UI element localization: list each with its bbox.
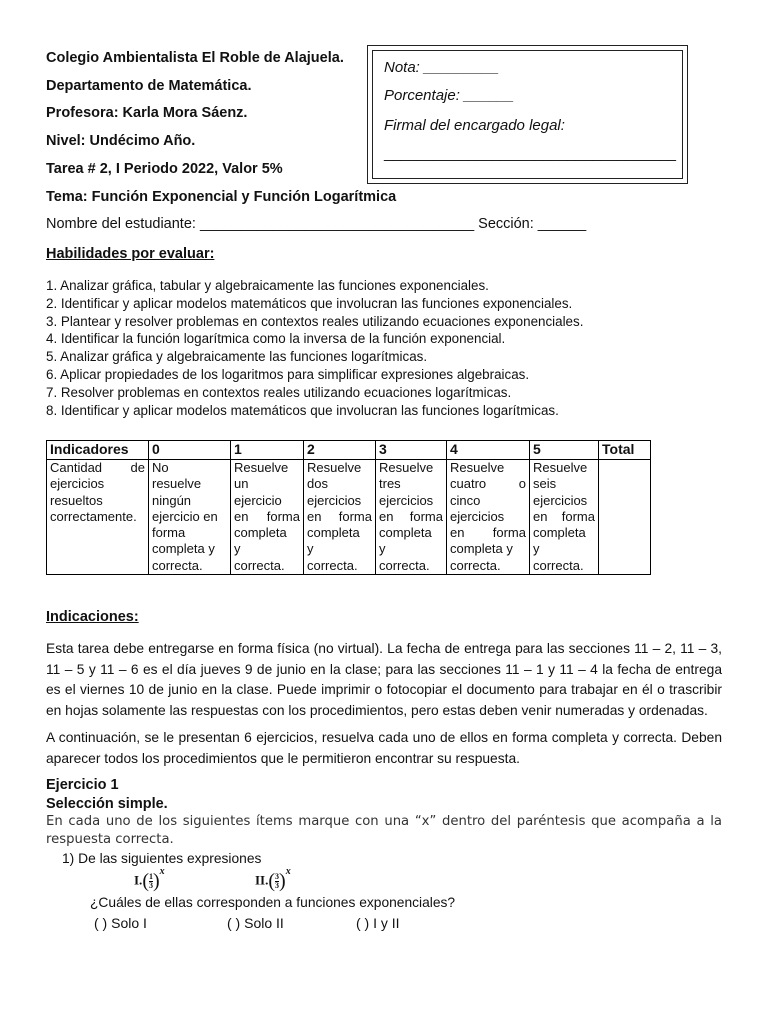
signature-line: ___________________________________ xyxy=(384,145,676,162)
school-name: Colegio Ambientalista El Roble de Alajuela. xyxy=(46,50,344,66)
rubric-header: 2 xyxy=(304,441,376,460)
skill-item: 4. Identificar la función logarítmica como la inversa de la función exponencial. xyxy=(46,331,506,346)
task-info: Tarea # 2, I Periodo 2022, Valor 5% xyxy=(46,161,283,177)
skill-item: 3. Plantear y resolver problemas en contextos reales utilizando ecuaciones exponenciales. xyxy=(46,314,584,329)
rubric-header-row xyxy=(47,441,651,460)
expression-2: II.( $\frac{3}{3}$ )$^x$ xyxy=(255,866,291,892)
rubric-header: 5 xyxy=(530,441,599,460)
expression-1: I.( $\frac{1}{3}$ )$^x$ xyxy=(134,866,165,892)
rubric-cell-3: Resuelve tres ejercicios en forma completa y correcta. xyxy=(376,460,447,575)
skills-title: Habilidades por evaluar: xyxy=(46,246,215,262)
skill-item: 7. Resolver problemas en contextos reales utilizando ecuaciones logarítmicas. xyxy=(46,385,512,400)
rubric-row xyxy=(47,460,651,575)
rubric-cell-4: Resuelve cuatro o cinco ejercicios en forma completa y correcta. xyxy=(447,460,530,575)
option-solo-ii[interactable]: ( ) Solo II xyxy=(227,915,284,931)
question-text: ¿Cuáles de ellas corresponden a funciones exponenciales? xyxy=(90,895,456,910)
rubric-cell-1: Resuelve un ejercicio en forma completa y correcta. xyxy=(231,460,304,575)
rubric-header: 3 xyxy=(376,441,447,460)
option-solo-i[interactable]: ( ) Solo I xyxy=(94,915,147,931)
level: Nivel: Undécimo Año. xyxy=(46,133,196,149)
rubric-header: 1 xyxy=(231,441,304,460)
skill-item: 2. Identificar y aplicar modelos matemáticos que involucran las funciones exponenciales. xyxy=(46,296,573,311)
skill-item: 5. Analizar gráfica y algebraicamente las funciones logarítmicas. xyxy=(46,349,428,364)
signature-label: Firmal del encargado legal: xyxy=(384,117,565,134)
rubric-header: 0 xyxy=(149,441,231,460)
topic: Tema: Función Exponencial y Función Logarítmica xyxy=(46,189,397,205)
rubric-cell-5: Resuelve seis ejercicios en forma completa y correcta. xyxy=(530,460,599,575)
department: Departamento de Matemática. xyxy=(46,78,252,94)
instructions-paragraph: Esta tarea debe entregarse en forma física (no virtual). La fecha de entrega para las secciones 11 – 2, 11 – 3, 11 – 5 y 11 – 6 es el día jueves 9 de junio en la clase; para las secciones 11 – 1 y 11 – 4 la fecha de entrega es el viernes 10 de junio en la clase. Puede imprimir o fotocopiar el documento para trabajar en él o trascribir en hojas solamente las respuestas con los procedimientos, pero estas deben venir numeradas y ordenadas. xyxy=(46,641,722,718)
rubric-cell-2: Resuelve dos ejercicios en forma completa y correcta. xyxy=(304,460,376,575)
rubric-header: 4 xyxy=(447,441,530,460)
exercise-title: Ejercicio 1 xyxy=(46,777,119,793)
instructions-title: Indicaciones: xyxy=(46,609,139,625)
rubric-total-cell xyxy=(599,460,651,575)
skill-item: 8. Identificar y aplicar modelos matemáticos que involucran las funciones logarítmicas. xyxy=(46,403,559,418)
student-name-line: Nombre del estudiante: __________________________________ Sección: ______ xyxy=(46,216,587,232)
rubric-header: Indicadores xyxy=(47,441,149,460)
rubric-table xyxy=(46,440,651,575)
rubric-header: Total xyxy=(599,441,651,460)
instructions-paragraph: A continuación, se le presentan 6 ejercicios, resuelva cada uno de ellos en forma completa y correcta. Deben aparecer todos los procedimientos que le permitieron encontrar su respuesta. xyxy=(46,730,722,766)
exercise-subtitle: Selección simple. xyxy=(46,796,168,812)
grade-box xyxy=(367,45,688,184)
skill-item: 6. Aplicar propiedades de los logaritmos para simplificar expresiones algebraicas. xyxy=(46,367,530,382)
rubric-cell-0: No resuelve ningún ejercicio en forma completa y correcta. xyxy=(149,460,231,575)
percentage-field: Porcentaje: ______ xyxy=(384,87,515,104)
teacher: Profesora: Karla Mora Sáenz. xyxy=(46,105,248,121)
rubric-indicator-cell: Cantidad de ejercicios resueltos correctamente. xyxy=(47,460,149,575)
skill-item: 1. Analizar gráfica, tabular y algebraicamente las funciones exponenciales. xyxy=(46,278,489,293)
grade-field: Nota: _________ xyxy=(384,59,500,76)
exercise-intro: En cada uno de los siguientes ítems marque con una “x” dentro del paréntesis que acompaña a la respuesta correcta. xyxy=(46,814,722,847)
option-i-y-ii[interactable]: ( ) I y II xyxy=(356,915,400,931)
question-1: 1) De las siguientes expresiones xyxy=(62,851,262,866)
